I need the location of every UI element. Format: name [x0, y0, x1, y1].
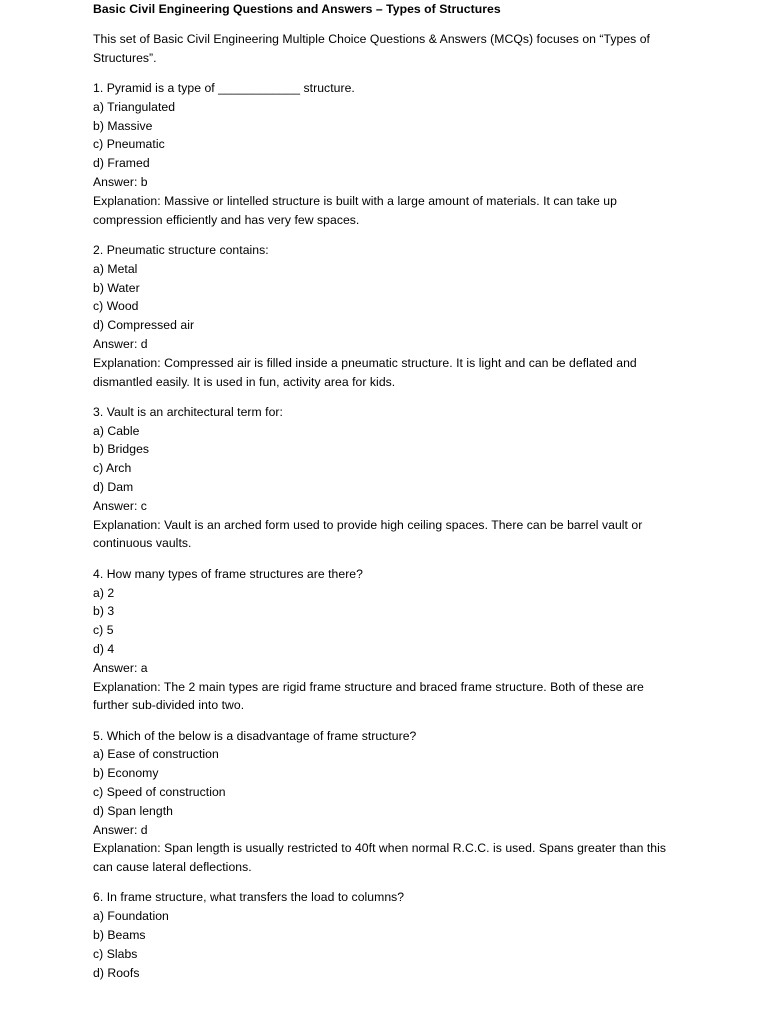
page-title: Basic Civil Engineering Questions and Answers – Types of Structures [93, 2, 501, 16]
question-block [93, 241, 693, 391]
answer-option: b) Beams [93, 928, 146, 943]
question-block [93, 727, 693, 877]
document-page [93, 0, 693, 982]
answer-option: c) Arch [93, 461, 132, 476]
answer-text: Answer: c [93, 498, 147, 513]
explanation-text: Explanation: Span length is usually restricted to 40ft when normal R.C.C. is used. Spans greater than this can cause lateral deflections. [93, 841, 666, 875]
answer-text: Answer: a [93, 660, 148, 675]
answer-option: a) Ease of construction [93, 747, 219, 762]
explanation-text: Explanation: The 2 main types are rigid frame structure and braced frame structure. Both of these are further sub-divided into two. [93, 679, 644, 713]
explanation-text: Explanation: Compressed air is filled inside a pneumatic structure. It is light and can be deflated and dismantled easily. It is used in fun, activity area for kids. [93, 355, 637, 389]
question-list [93, 79, 693, 982]
answer-option: b) Water [93, 280, 140, 295]
answer-option: d) Dam [93, 480, 134, 495]
question-text: 3. Vault is an architectural term for: [93, 404, 283, 419]
explanation-text: Explanation: Massive or lintelled structure is built with a large amount of materials. It can take up compression efficiently and has very few spaces. [93, 193, 617, 227]
answer-option: c) Speed of construction [93, 784, 226, 799]
intro-paragraph: This set of Basic Civil Engineering Multiple Choice Questions & Answers (MCQs) focuses on “Types of Structures”. [93, 32, 650, 65]
explanation-text: Explanation: Vault is an arched form used to provide high ceiling spaces. There can be barrel vault or continuous vaults. [93, 517, 643, 551]
answer-option: d) 4 [93, 641, 115, 656]
answer-option: b) Bridges [93, 442, 150, 457]
answer-option: b) Economy [93, 766, 159, 781]
answer-option: d) Span length [93, 803, 173, 818]
question-block [93, 565, 693, 715]
answer-option: a) Metal [93, 261, 138, 276]
answer-text: Answer: d [93, 336, 148, 351]
question-text: 1. Pyramid is a type of ____________ structure. [93, 81, 355, 96]
question-block [93, 403, 693, 553]
answer-option: a) Foundation [93, 909, 169, 924]
answer-text: Answer: d [93, 822, 148, 837]
answer-option: c) Slabs [93, 946, 138, 961]
question-text: 5. Which of the below is a disadvantage of frame structure? [93, 728, 417, 743]
question-text: 4. How many types of frame structures are there? [93, 566, 363, 581]
answer-option: d) Framed [93, 156, 150, 171]
question-block [93, 888, 693, 982]
answer-option: c) Pneumatic [93, 137, 165, 152]
answer-text: Answer: b [93, 175, 148, 190]
answer-option: a) 2 [93, 585, 115, 600]
question-text: 6. In frame structure, what transfers the load to columns? [93, 890, 405, 905]
question-text: 2. Pneumatic structure contains: [93, 242, 269, 257]
answer-option: b) 3 [93, 604, 115, 619]
answer-option: c) 5 [93, 623, 114, 638]
answer-option: c) Wood [93, 299, 139, 314]
answer-option: d) Compressed air [93, 318, 195, 333]
question-block [93, 79, 693, 229]
answer-option: d) Roofs [93, 965, 140, 980]
answer-option: a) Triangulated [93, 99, 176, 114]
answer-option: b) Massive [93, 118, 153, 133]
answer-option: a) Cable [93, 423, 140, 438]
